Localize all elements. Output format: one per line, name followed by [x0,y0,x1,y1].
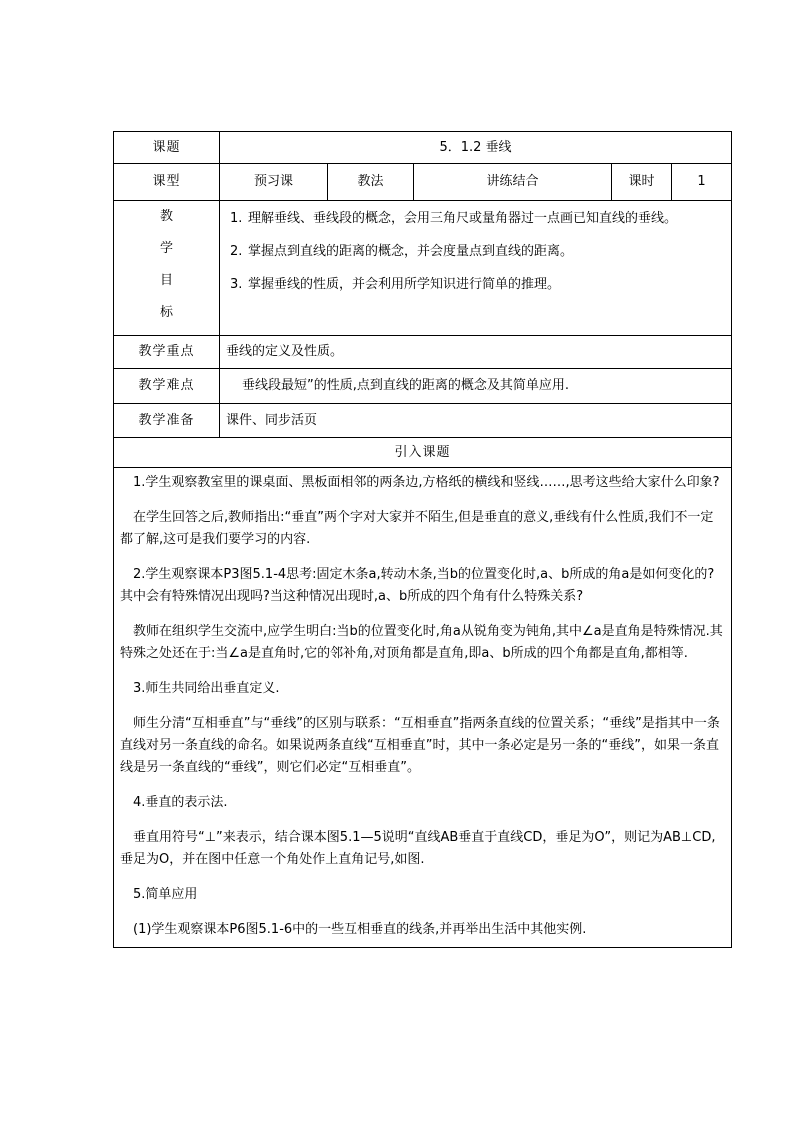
intro-paragraph: 2.学生观察课本P3图5.1-4思考:固定木条a,转动木条,当b的位置变化时,a、b所成的角a是如何变化的?其中会有特殊情况出现吗?当这种情况出现时,a、b所成的四个角有什么特殊关系? [120,567,715,604]
intro-paragraph: 4.垂直的表示法. [133,795,228,810]
difficulty-value: 垂线段最短”的性质,点到直线的距离的概念及其简单应用. [220,369,732,404]
intro-paragraph: 5.简单应用 [133,887,198,902]
key-point-label: 教学重点 [114,336,220,369]
preparation-value: 课件、同步活页 [220,404,732,438]
preparation-label: 教学准备 [114,404,220,438]
intro-content [114,468,732,948]
objectives-content [220,201,732,336]
objective-item: 1. 理解垂线、垂线段的概念，会用三角尺或量角器过一点画已知直线的垂线。 [230,211,678,226]
objective-item: 3. 掌握垂线的性质，并会利用所学知识进行简单的推理。 [230,277,561,292]
intro-paragraph: (1)学生观察课本P6图5.1-6中的一些互相垂直的线条,并再举出生活中其他实例. [133,922,587,937]
lesson-plan-table [113,131,732,948]
key-point-value: 垂线的定义及性质。 [220,336,732,369]
topic-label: 课题 [114,132,220,164]
objective-item: 2. 掌握点到直线的距离的概念，并会度量点到直线的距离。 [230,244,574,259]
topic-value: 5．1.2 垂线 [220,132,732,164]
objectives-label-char: 目 [159,273,173,288]
hours-label: 课时 [612,164,672,201]
objectives-label-char: 教 [159,209,173,224]
objectives-label [114,201,220,336]
difficulty-label: 教学难点 [114,369,220,404]
intro-paragraph: 3.师生共同给出垂直定义. [133,681,280,696]
objectives-label-char: 学 [159,241,173,256]
intro-paragraph: 垂直用符号“⊥”来表示，结合课本图5.1—5说明“直线AB垂直于直线CD，垂足为O”，则记为AB⊥CD,垂足为O，并在图中任意一个角处作上直角记号,如图. [120,830,716,867]
objectives-label-char: 标 [159,305,173,320]
type-value: 预习课 [220,164,328,201]
intro-paragraph: 师生分清“互相垂直”与“垂线”的区别与联系：“互相垂直”指两条直线的位置关系；“垂线”是指其中一条直线对另一条直线的命名。如果说两条直线“互相垂直”时，其中一条必定是另一条的“垂线”，如果一条直线是另一条直线的“垂线”，则它们必定“互相垂直”。 [120,716,720,775]
method-label: 教法 [328,164,414,201]
intro-section-title: 引入课题 [114,438,732,468]
intro-paragraph: 在学生回答之后,教师指出:“垂直”两个字对大家并不陌生,但是垂直的意义,垂线有什么性质,我们不一定都了解,这可是我们要学习的内容. [120,510,714,547]
objectives-list [226,201,725,295]
hours-value: 1 [672,164,732,201]
method-value: 讲练结合 [414,164,612,201]
type-label: 课型 [114,164,220,201]
intro-paragraph: 教师在组织学生交流中,应学生明白:当b的位置变化时,角a从锐角变为钝角,其中∠a是直角是特殊情况.其特殊之处还在于:当∠a是直角时,它的邻补角,对顶角都是直角,即a、b所成的四个角都是直角,都相等. [120,624,723,661]
intro-paragraph: 1.学生观察教室里的课桌面、黑板面相邻的两条边,方格纸的横线和竖线……,思考这些给大家什么印象? [133,475,720,490]
